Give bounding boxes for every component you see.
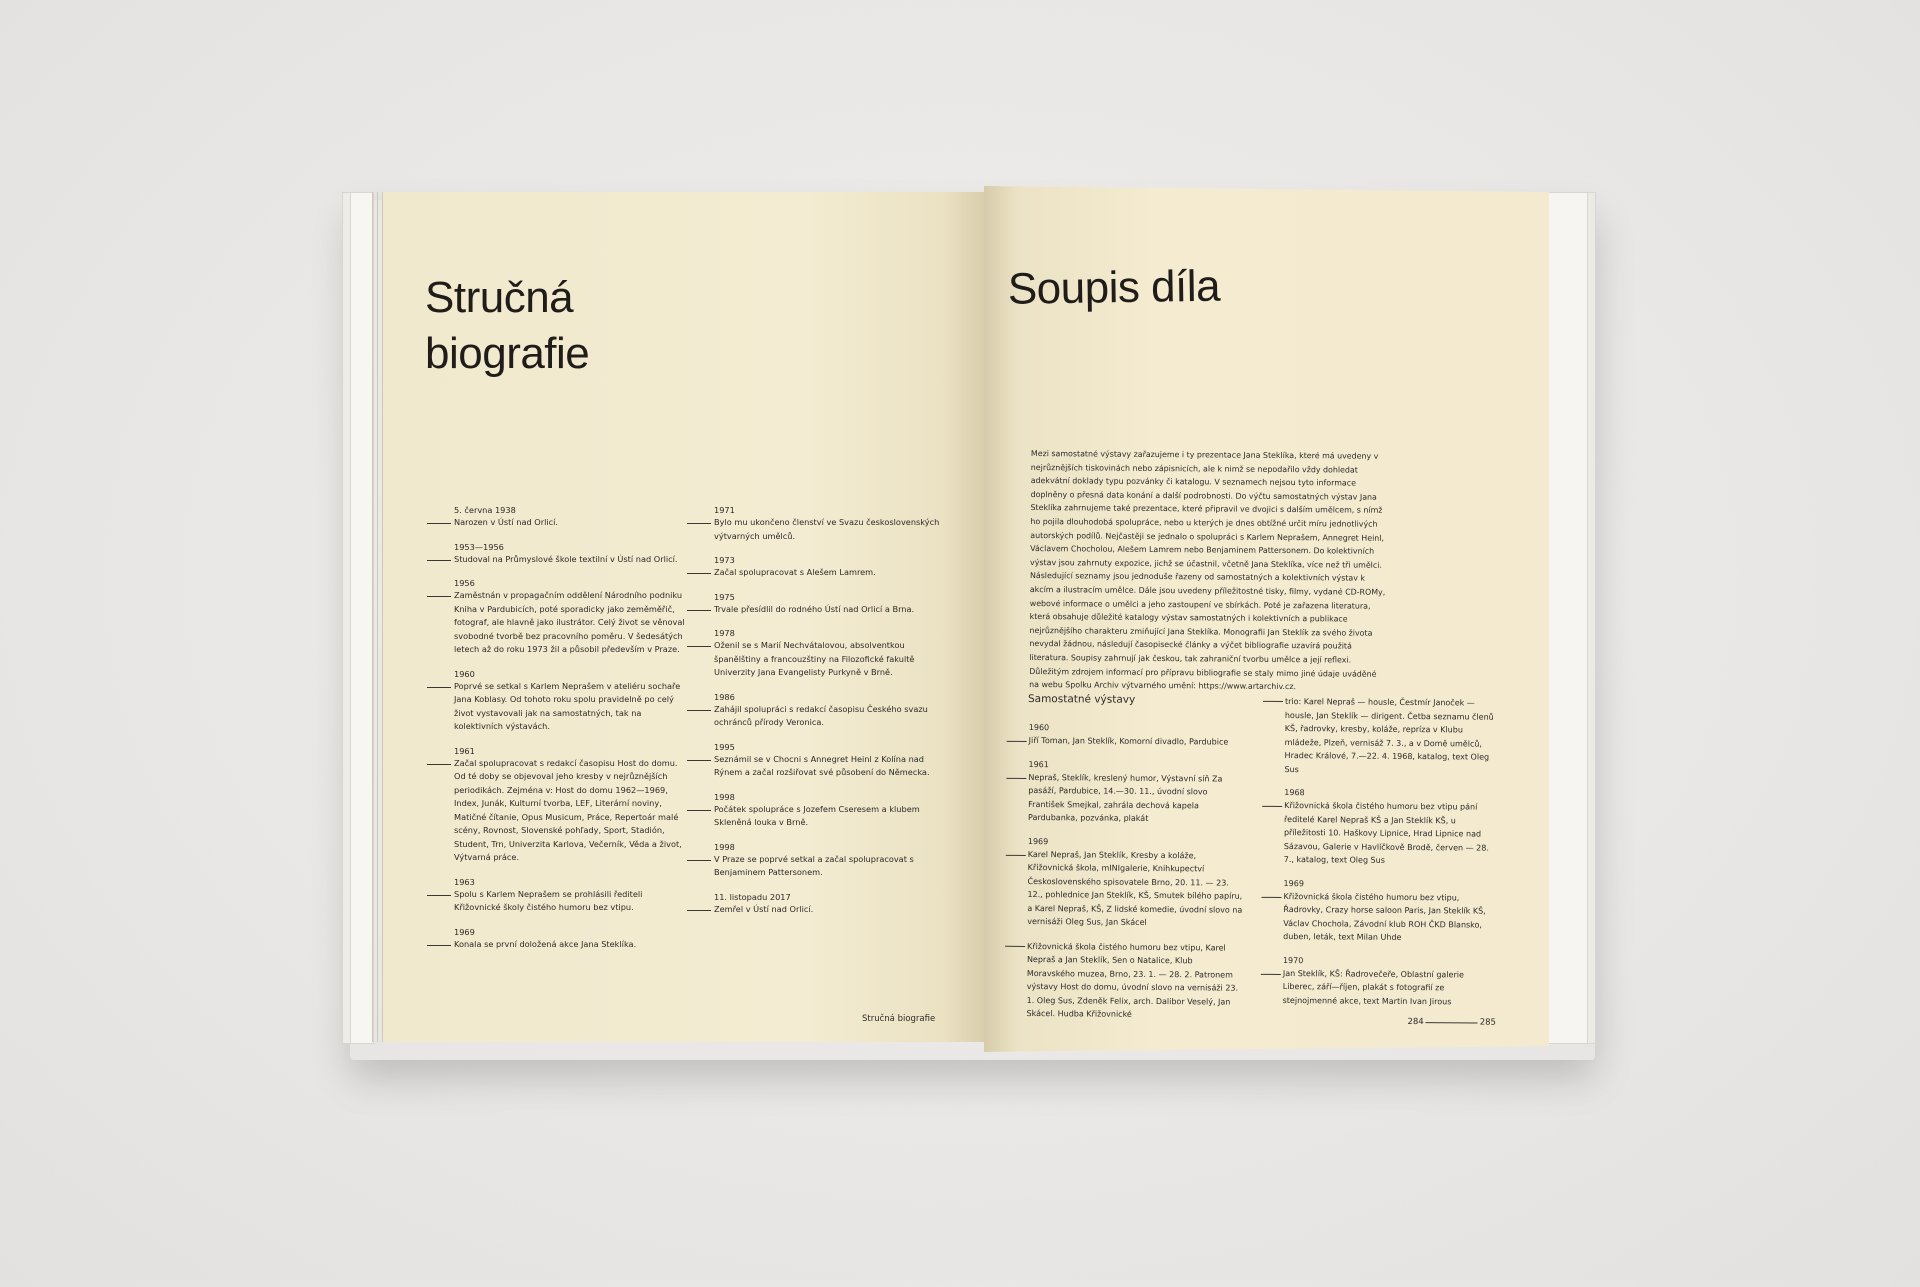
- entry-date: 1968: [1284, 788, 1305, 798]
- entry-date: 1973: [714, 555, 735, 565]
- entry-rule: [1006, 854, 1026, 855]
- entry-text: Nepraš, Steklík, kreslený humor, Výstavní síň Za pasáží, Pardubice, 14.—30. 11., úvodní slovo František Smejkal, zahrála dechová kapela Pardubanka, pozvánka, plakát: [1028, 772, 1223, 823]
- entry-date: 1963: [454, 876, 475, 887]
- entry-text: Seznámil se v Chocni s Annegret Heinl z Kolína nad Rýnem a začal rozšiřovat své působení do Německa.: [714, 753, 930, 777]
- timeline-entry: [1026, 939, 1242, 1022]
- right-page-title: Soupis díla: [1007, 261, 1221, 314]
- entry-text: Studoval na Průmyslové škole textilní v Ústí nad Orlicí.: [454, 553, 678, 564]
- entry-rule: [1261, 973, 1281, 974]
- timeline-entry: [1028, 758, 1244, 826]
- entry-date: 11. listopadu 2017: [714, 891, 791, 902]
- folio-rule: [1426, 1022, 1478, 1023]
- entry-text: Spolu s Karlem Neprašem se prohlásili řediteli Křižovnické školy čistého humoru bez vtipu.: [454, 888, 643, 912]
- entry-text: Jiří Toman, Jan Steklík, Komorní divadlo, Pardubice: [1028, 735, 1229, 747]
- entry-text: Karel Nepraš, Jan Steklík, Kresby a koláže, Křižovnická škola, mINIgalerie, Knihkupectví Československého spisovatele Brno, 20. 11. — 23. 12., pohlednice Jan Steklík, KŠ, Smutek bílého papíru, a Karel Nepraš, KŠ, Z lidské komedie, úvodní slovo na vernisáži Oleg Sus, Jan Skácel: [1027, 849, 1243, 927]
- entry-date: 1998: [714, 841, 735, 852]
- page-numbers: [1407, 1017, 1496, 1028]
- entry-text: Křižovnická škola čistého humoru bez vtipu, Karel Nepraš a Jan Steklík, Sen o Natalice, Klub Moravského muzea, Brno, 23. 1. — 28. 2. Patronem výstavy Host do domu, úvodní slovo na vernisáži 23. 1. Oleg Sus, Zdeněk Felix, arch. Dalibor Veselý, Jan Skácel. Hudba Křižovnické: [1026, 941, 1239, 1019]
- entry-text: trio: Karel Nepraš — housle, Čestmír Janoček — housle, Jan Steklík — dirigent. Četba seznamu členů KŠ, řadrovky, kresby, koláže, repríza v Klubu mládeže, Plzeň, vernisáž 7. 3., a v Domě umělců, Hradec Králové, 7.—22. 4. 1968, katalog, text Oleg Sus: [1284, 697, 1494, 774]
- timeline-entry: [1027, 835, 1243, 930]
- entry-date: 1969: [1283, 878, 1304, 888]
- entry-date: 1953—1956: [454, 541, 504, 552]
- entry-text: Bylo mu ukončeno členství ve Svazu československých výtvarných umělců.: [714, 517, 940, 541]
- entry-rule: [1261, 896, 1281, 897]
- entry-date: 1975: [714, 591, 735, 602]
- entry-date: 1978: [714, 628, 735, 638]
- entry-text: Jan Steklík, KŠ: Řadrovečeře, Oblastní galerie Liberec, září—říjen, plakát s fotografií ze stejnojmenné akce, text Martin Ivan Jirous: [1282, 968, 1464, 1006]
- entry-text: Zemřel v Ústí nad Orlicí.: [714, 903, 814, 914]
- entry-date: 1956: [454, 578, 475, 588]
- entry-text: Začal spolupracovat s Alešem Lamrem.: [714, 567, 876, 577]
- timeline-entry: [1284, 695, 1500, 778]
- entry-rule: [1005, 945, 1025, 946]
- entry-rule: [1263, 701, 1283, 702]
- entry-text: Oženil se s Marií Nechvátalovou, absolventkou španělštiny a francouzštiny na Filozofické fakultě Univerzity Jana Evangelisty Purkyně v Brně.: [714, 640, 915, 677]
- entry-text: Narozen v Ústí nad Orlicí.: [454, 517, 559, 527]
- entry-date: 1970: [1282, 955, 1304, 965]
- left-page-running-footer: Stručná biografie: [862, 1014, 936, 1024]
- entry-date: 5. června 1938: [454, 505, 516, 515]
- entry-date: 1995: [714, 741, 735, 752]
- page-number-left: 284: [1407, 1016, 1424, 1028]
- page-number-right: 285: [1479, 1017, 1496, 1028]
- entry-date: 1961: [454, 745, 475, 756]
- entry-date: 1969: [1027, 836, 1049, 846]
- catalogue-intro-paragraph: Mezi samostatné výstavy zařazujeme i ty prezentace Jana Steklíka, které má uvedeny v nejrůznějších tiskovinách nebo zápisnicích, ale k nimž se nepodařilo vždy dohledat adekvátní doklady typu pozvánky či katalogu. V seznamech nejsou tyto informace doplněny o přesná data konání a další podrobnosti. Do výčtu samostatných výstav Jana Steklíka zahrnujeme také prezentace, které připravil ve dvojici s dalším umělcem, s nímž ho pojila dlouhodobá spolupráce, nebo u kterých je dnes obtížné určit míru jednotlivých autorských podílů. Nejčastěji se jednalo o spolupráci s Karlem Neprašem, Annegret Heinl, Václavem Chocholou, Alešem Lamrem nebo Benjaminem Pattersonem. Do kolektivních výstav jsou zahrnuty expozice, jichž se účastnil, včetně Jana Steklíka, více než tři umělci. Následující seznamy jsou jednoduše řazeny od samostatných a kolektivních výstav k akcím a ilustracím umělce. Dále jsou uvedeny příležitostné tisky, filmy, vydané CD-ROMy, webové informace o umělci a jeho zastoupení ve sbírkách. Poté je zařazena literatura, která obsahuje důležité katalogy výstav samostatných i kolektivních a publikace nejrůznějšího charakteru zmiňující Jana Steklíka. Monografii Jan Steklík za svého života nevydal žádnou, následují časopisecké články a výčet bibliografie uzavírá použitá literatura. Soupisy zahrnují jak českou, tak zahraniční tvorbu umělce a její reflexi. Důležitým zdrojem informací pro přípravu bibliografie se staly mimo jiné údaje uváděné na webu Spolku Archiv výtvarného umění: https://www.artarchiv.cz.: [1029, 448, 1386, 692]
- entry-text: Křižovnická škola čistého humoru bez vtipu pání ředitelé Karel Nepraš KŠ a Jan Steklík KŠ, u příležitosti 10. Haškovy Lipnice, Hrad Lipnice nad Sázavou, Galerie v Havlíčkově Brodě, červen — 28. 7., katalog, text Oleg Sus: [1283, 800, 1489, 865]
- exhibitions-column-1: [1026, 722, 1243, 1033]
- entry-text: Začal spolupracovat s redakcí časopisu Host do domu. Od té doby se objevoval jeho kresby v nejrůznějších periodikách. Zejména v: Host do domu 1962—1969, Index, Junák, Kulturní tvorba, LEF, Literární noviny, Matičné čítanie, Opus Musicum, Práce, Repertoár malé scény, Rovnost, Slovenské pohľady, Sport, Stadión, Student, Trn, Univerzita Karlova, Večerník, Věda a život, Výtvarná práce.: [454, 757, 682, 862]
- entry-date: 1969: [454, 926, 475, 937]
- entry-text: Zaměstnán v propagačním oddělení Národního podniku Kniha v Pardubicích, poté sporadicky jako zeměměřič, fotograf, ale hlavně jako ilustrátor. Celý život se věnoval svobodné tvorbě bez pracovního poměru. V šedesátých letech až do roku 1973 žil a působil především v Praze.: [454, 590, 685, 654]
- entry-date: 1960: [454, 668, 475, 679]
- entry-rule: [1262, 806, 1282, 807]
- timeline-entry: [1283, 877, 1499, 945]
- entry-text: Zahájil spolupráci s redakcí časopisu Českého svazu ochránců přírody Veronica.: [714, 703, 928, 727]
- entry-date: 1971: [714, 505, 735, 515]
- entry-text: Počátek spolupráce s Jozefem Cseresem a klubem Skleněná louka v Brně.: [714, 803, 920, 827]
- section-heading: Samostatné výstavy: [1027, 692, 1136, 706]
- entry-text: Trvale přesídlil do rodného Ústí nad Orlicí a Brna.: [714, 603, 915, 614]
- title-line-2: biografie: [425, 329, 590, 378]
- entry-rule: [1007, 741, 1027, 742]
- entry-date: 1998: [714, 791, 735, 802]
- entry-text: Křižovnická škola čistého humoru bez vtipu, Řadrovky, Crazy horse saloon Paris, Jan Steklík KŠ, Václav Chochola, Závodní klub ROH ČKD Blansko, duben, leták, text Milan Uhde: [1283, 891, 1486, 942]
- entry-text: Poprvé se setkal s Karlem Neprašem v ateliéru sochaře Jana Koblasy. Od tohoto roku spolu pravidelně po celý život vystavovali jak na samostatných, tak na kolektivních výstavách.: [454, 680, 681, 731]
- exhibitions-column-2: [1283, 695, 1501, 1020]
- timeline-entry: [1284, 787, 1500, 868]
- entry-date: 1986: [714, 691, 735, 702]
- entry-date: 1961: [1028, 759, 1049, 769]
- entry-text: Konala se první doložená akce Jana Steklíka.: [454, 938, 637, 949]
- entry-rule: [1006, 777, 1026, 778]
- title-line-1: Stručná: [425, 273, 574, 322]
- timeline-entry: [1029, 722, 1244, 749]
- entry-text: V Praze se poprvé setkal a začal spolupracovat s Benjaminem Pattersonem.: [714, 853, 914, 877]
- entry-date: 1960: [1028, 722, 1050, 733]
- timeline-entry: [1283, 954, 1498, 1008]
